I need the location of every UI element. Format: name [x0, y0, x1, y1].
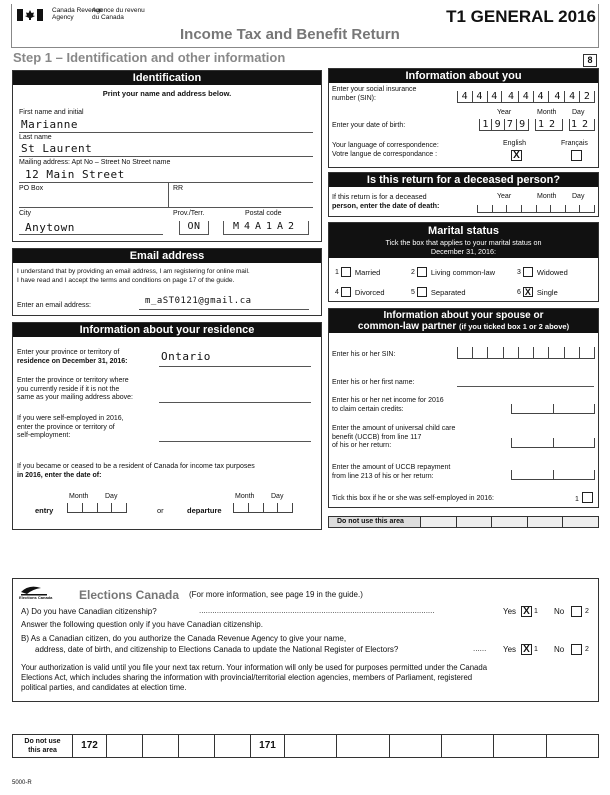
self-emp-line3: self-employment: — [17, 432, 71, 439]
marital-option-single[interactable] — [517, 287, 558, 297]
self-emp-line1: If you were self-employed in 2016, — [17, 415, 124, 422]
spouse-sin-label: Enter his or her SIN: — [332, 351, 396, 358]
qa-yes-num: 1 — [534, 608, 538, 615]
qb-yes-num: 1 — [534, 646, 538, 653]
agency-en-line1: Canada Revenue — [52, 7, 103, 14]
self-employment-label — [17, 415, 124, 441]
spouse-sin-field[interactable] — [457, 347, 595, 359]
marital-option-label: Separated — [430, 287, 466, 297]
french-checkbox[interactable] — [571, 150, 582, 161]
entry-label: entry — [35, 506, 54, 515]
spouse-heading-note: (if you ticked box 1 or 2 above) — [459, 322, 570, 331]
step-heading: Step 1 – Identification and other information — [13, 50, 286, 65]
identification-heading: Identification — [13, 71, 321, 85]
became-line2: in 2016, enter the date of: — [17, 471, 102, 479]
marital-option-checkbox[interactable] — [417, 267, 427, 277]
deceased-year-label: Year — [497, 193, 512, 200]
sin-digit[interactable]: 4 — [551, 91, 566, 102]
deceased-heading: Is this return for a deceased person? — [329, 173, 598, 187]
spouse-self-employed-checkbox[interactable] — [582, 492, 593, 503]
spouse-not-use-area — [328, 516, 599, 528]
current-province-label — [17, 377, 133, 403]
last-name-field[interactable]: St Laurent — [21, 142, 93, 155]
deceased-line2: person, enter the date of death: — [332, 200, 440, 210]
residence-prov-line1: Enter your province or territory of — [17, 349, 120, 356]
spouse-net-income-label — [332, 397, 444, 414]
spouse-panel — [328, 308, 599, 508]
email-panel — [12, 248, 322, 316]
departure-date-field[interactable] — [233, 503, 293, 513]
about-you-panel — [328, 68, 599, 168]
mailing-address-field[interactable]: 12 Main Street — [25, 168, 125, 181]
spouse-heading-line2: common-law partner — [357, 321, 457, 332]
entry-day-label: Day — [105, 493, 118, 500]
deceased-month-label: Month — [537, 193, 557, 200]
agency-name-fr — [92, 7, 145, 21]
footer-not-use-line2: this area — [28, 747, 57, 754]
departure-label: departure — [187, 506, 222, 515]
current-prov-line2: you currently reside if it is not the — [17, 385, 120, 393]
or-label: or — [157, 506, 164, 515]
last-name-label: Last name — [19, 134, 52, 141]
answer-note: Answer the following question only if you have Canadian citizenship. — [21, 620, 263, 629]
email-text-2: I have read and I accept the terms and conditions on page 17 of the guide. — [17, 277, 235, 284]
marital-option-number: 4 — [335, 288, 339, 296]
spouse-heading — [329, 309, 598, 333]
marital-option-checkbox[interactable]: X — [524, 287, 531, 297]
self-employment-field[interactable] — [159, 441, 311, 442]
marital-option-living-common-law[interactable] — [411, 267, 495, 277]
spouse-first-name-field[interactable] — [457, 386, 594, 387]
dob-year-digit[interactable]: 9 — [517, 119, 529, 130]
email-enter-label: Enter an email address: — [17, 302, 91, 309]
deceased-line1: If this return is for a deceased — [332, 192, 427, 201]
sin-label-line2: number (SIN): — [332, 94, 376, 102]
uccb-line2: benefit (UCCB) from line 117 — [332, 433, 422, 441]
agency-fr-line1: Agence du revenu — [92, 7, 145, 14]
footer-not-use-label — [13, 735, 73, 757]
identification-instruction: Print your name and address below. — [102, 89, 232, 98]
first-name-field[interactable]: Marianne — [21, 118, 78, 131]
qb-no-label: No — [554, 645, 565, 654]
elections-panel — [12, 578, 599, 702]
elections-logo-text: Elections Canada — [19, 595, 53, 600]
marital-sub-line2: December 31, 2016: — [430, 247, 497, 256]
self-emp-line2: enter the province or territory of — [17, 423, 115, 431]
sin-label-line1: Enter your social insurance — [332, 86, 417, 93]
first-name-label: First name and initial — [19, 109, 84, 116]
spouse-repay-field[interactable] — [511, 470, 595, 480]
language-label-fr: Votre langue de correspondance : — [332, 150, 438, 158]
marital-option-checkbox[interactable] — [341, 287, 351, 297]
marital-heading: Marital status — [329, 223, 598, 238]
sin-label — [332, 86, 416, 103]
marital-option-number: 2 — [411, 268, 415, 276]
spouse-heading-line1: Information about your spouse or — [383, 310, 544, 321]
rr-label: RR — [173, 185, 184, 192]
qa-yes-checkbox[interactable]: X — [521, 606, 532, 617]
became-line1: If you became or ceased to be a resident of Canada for income tax purposes — [17, 463, 255, 470]
sin-digit[interactable]: 4 — [473, 91, 488, 102]
spouse-self-employed-label: Tick this box if he or she was self-employed in 2016: — [332, 495, 494, 502]
residence-province-field[interactable]: Ontario — [161, 350, 211, 363]
uccb-line3: of his or her return: — [332, 442, 392, 449]
qa-no-checkbox[interactable] — [571, 606, 582, 617]
authorization-line1: Your authorization is valid until you file your next tax return. Your information will only be used for purposes permitted under the Canada — [21, 663, 488, 672]
agency-fr-line2: du Canada — [92, 14, 124, 21]
sin-digit[interactable]: 4 — [504, 91, 519, 102]
qa-yes-label: Yes — [503, 607, 517, 616]
email-text-1: I understand that by providing an email address, I am registering for online mail. — [17, 268, 250, 275]
marital-option-label: Single — [536, 287, 558, 297]
prov-label: Prov./Terr. — [173, 210, 205, 217]
elections-note: (For more information, see page 19 in the guide.) — [189, 590, 363, 599]
residence-prov-line2: residence on December 31, 2016: — [17, 357, 128, 365]
repay-line2: from line 213 of his or her return: — [332, 472, 434, 480]
page-number-box: 8 — [583, 54, 597, 67]
spouse-not-use-label: Do not use this area — [329, 517, 421, 527]
province-field[interactable]: ON — [179, 221, 209, 235]
po-box-label: PO Box — [19, 185, 44, 192]
question-a-dots: .......................................................................................................... — [199, 606, 435, 615]
marital-option-checkbox[interactable] — [523, 267, 533, 277]
canada-flag-icon — [17, 8, 43, 20]
residence-panel — [12, 322, 322, 530]
sin-field[interactable] — [457, 91, 595, 103]
became-resident-text — [17, 463, 255, 480]
marital-option-label: Married — [354, 267, 381, 277]
about-you-heading: Information about you — [329, 69, 598, 83]
footer-not-use-line1: Do not use — [24, 738, 61, 745]
dob-day-label: Day — [572, 109, 585, 116]
spouse-uccb-label — [332, 425, 455, 451]
marital-panel — [328, 222, 599, 302]
date-of-death-field[interactable] — [477, 205, 595, 213]
dob-label: Enter your date of birth: — [332, 122, 406, 129]
postal-code-label: Postal code — [245, 210, 282, 217]
dob-month-label: Month — [537, 109, 557, 116]
spouse-first-name-label: Enter his or her first name: — [332, 379, 415, 386]
current-province-field[interactable] — [159, 402, 311, 403]
marital-sub-line1: Tick the box that applies to your marital status on — [385, 238, 542, 247]
question-a: A) Do you have Canadian citizenship? — [21, 607, 157, 616]
authorization-text — [21, 663, 593, 693]
spouse-uccb-field[interactable] — [511, 438, 595, 448]
dob-year-digit[interactable]: 9 — [492, 119, 504, 130]
question-b-line1: B) As a Canadian citizen, do you authorize the Canada Revenue Agency to give your name, — [21, 634, 347, 643]
departure-day-label: Day — [271, 493, 284, 500]
english-label: English — [503, 140, 526, 147]
dob-month-field[interactable]: 12 — [535, 119, 563, 131]
elections-title: Elections Canada — [79, 588, 180, 602]
qb-yes-label: Yes — [503, 645, 517, 654]
current-prov-line3: same as your mailing address above: — [17, 394, 133, 401]
authorization-line3: political parties, and candidates at election time. — [21, 683, 187, 692]
current-prov-line1: Enter the province or territory where — [17, 377, 129, 384]
net-income-line2: to claim certain credits: — [332, 405, 404, 413]
question-b-line2: address, date of birth, and citizenship to Elections Canada to update the National Register of Electors? — [35, 645, 399, 654]
marital-option-number: 5 — [411, 288, 415, 296]
sin-digit[interactable]: 4 — [565, 91, 580, 102]
marital-option-separated[interactable] — [411, 287, 466, 297]
authorization-line2: Elections Act, which includes sharing the information with provincial/territorial election agencies, members of Parliament, registered — [21, 673, 473, 682]
residence-heading: Information about your residence — [13, 323, 321, 337]
repay-line1: Enter the amount of UCCB repayment — [332, 464, 451, 471]
footer-code-171: 171 — [251, 735, 285, 757]
email-field[interactable]: m_aST0121@gmail.ca — [145, 296, 252, 306]
form-subtitle: Income Tax and Benefit Return — [180, 26, 400, 43]
postal-code-field[interactable]: M4A1A2 — [223, 221, 309, 235]
qa-no-num: 2 — [585, 608, 589, 615]
marital-option-checkbox[interactable] — [417, 287, 427, 297]
sin-digit[interactable]: 2 — [580, 91, 595, 102]
marital-option-label: Divorced — [354, 287, 385, 297]
language-label-en: Your language of correspondence: — [332, 142, 439, 149]
marital-option-checkbox[interactable] — [341, 267, 351, 277]
deceased-text — [332, 193, 439, 210]
spouse-self-employed-num: 1 — [575, 496, 579, 503]
city-field[interactable]: Anytown — [25, 221, 75, 234]
form-code: 5000-R — [12, 780, 32, 786]
marital-option-number: 3 — [517, 268, 521, 276]
footer-code-172: 172 — [73, 735, 107, 757]
footer-not-use-area — [12, 734, 599, 758]
qb-no-checkbox[interactable] — [571, 644, 582, 655]
marital-option-number: 6 — [517, 288, 521, 296]
elections-canada-logo — [19, 584, 73, 598]
marital-subheading — [329, 238, 598, 258]
qb-no-num: 2 — [585, 646, 589, 653]
marital-option-divorced[interactable] — [335, 287, 385, 297]
marital-option-married[interactable] — [335, 267, 380, 277]
deceased-panel — [328, 172, 599, 217]
deceased-day-label: Day — [572, 193, 585, 200]
french-label: Français — [561, 140, 588, 147]
residence-province-label — [17, 349, 128, 366]
dob-year-label: Year — [497, 109, 512, 116]
marital-option-label: Living common-law — [430, 267, 496, 277]
qb-yes-checkbox[interactable]: X — [521, 644, 532, 655]
dob-year-digit[interactable]: 7 — [505, 119, 517, 130]
marital-option-widowed[interactable] — [517, 267, 568, 277]
sin-digit[interactable]: 4 — [519, 91, 534, 102]
entry-month-label: Month — [69, 493, 89, 500]
entry-date-field[interactable] — [67, 503, 127, 513]
language-label — [332, 142, 439, 159]
dob-year-field[interactable] — [479, 119, 529, 131]
net-income-line1: Enter his or her net income for 2016 — [332, 397, 444, 404]
email-heading: Email address — [13, 249, 321, 263]
form-title: T1 GENERAL 2016 — [446, 7, 596, 26]
sin-digit[interactable]: 4 — [457, 91, 473, 102]
identification-panel — [12, 70, 322, 242]
dob-day-field[interactable]: 12 — [570, 119, 594, 130]
agency-en-line2: Agency — [52, 14, 74, 21]
uccb-line1: Enter the amount of universal child care — [332, 425, 456, 432]
spouse-repay-label — [332, 464, 450, 481]
question-b-dots: ...... — [473, 644, 487, 653]
city-label: City — [19, 210, 32, 217]
mailing-address-label: Mailing address: Apt No – Street No Street name — [19, 159, 171, 166]
english-checkbox[interactable]: X — [511, 150, 522, 161]
marital-option-number: 1 — [335, 268, 339, 276]
marital-option-label: Widowed — [536, 267, 568, 277]
sin-digit[interactable]: 4 — [534, 91, 549, 102]
departure-month-label: Month — [235, 493, 255, 500]
spouse-net-income-field[interactable] — [511, 404, 595, 414]
dob-year-digit[interactable]: 1 — [479, 119, 492, 130]
qa-no-label: No — [554, 607, 565, 616]
sin-digit[interactable]: 4 — [488, 91, 503, 102]
